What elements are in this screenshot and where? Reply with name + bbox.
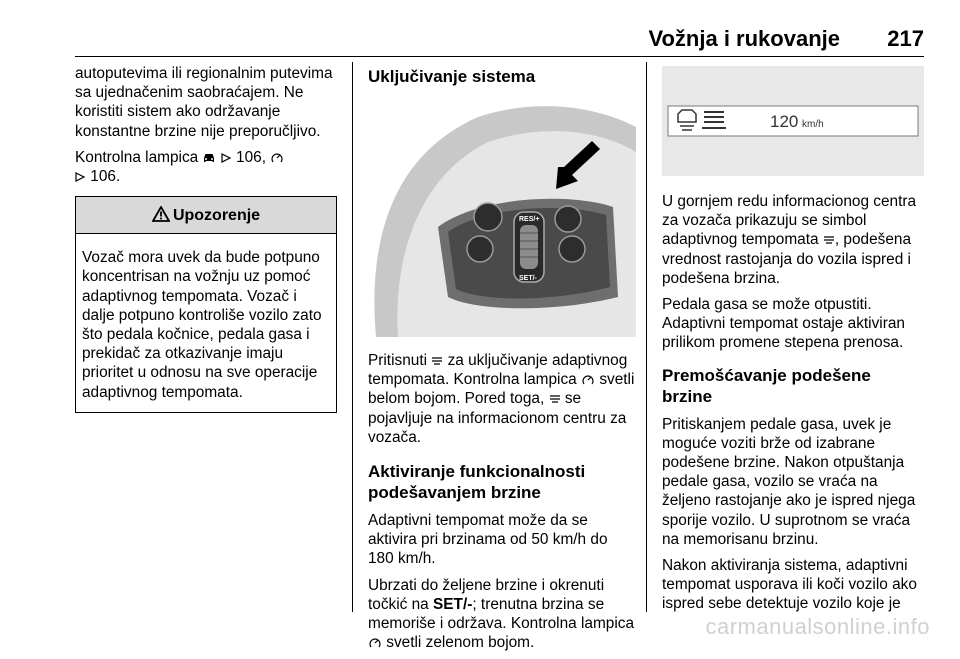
page-ref-1: 106,: [236, 148, 267, 166]
paragraph-set-speed: [368, 576, 636, 653]
adaptive-cruise-icon: [823, 234, 835, 246]
text-info-center: U gornjem redu informacionog centra za vozača prikazuju se simbol adaptivnog tempomata: [662, 193, 917, 249]
text-set-button: SET/-: [433, 595, 473, 613]
page-reference-icon: [221, 152, 232, 164]
res-label: RES/+: [519, 216, 540, 223]
heading-speed-activation: Aktiviranje funkcionalnosti podešavanjem brzine: [368, 462, 586, 503]
warning-header: [76, 197, 336, 234]
display-unit: km/h: [802, 119, 824, 130]
page-reference-icon: [75, 171, 86, 183]
adaptive-cruise-icon: [431, 355, 443, 367]
paragraph-info-center: [662, 192, 924, 288]
car-icon: [202, 152, 216, 164]
set-label: SET/-: [519, 275, 537, 282]
paragraph-pedal-release: Pedala gasa se može otpustiti. Adaptivni tempomat ostaje aktiviran prilikom promene stepena prenosa.: [662, 296, 905, 352]
text-memorized: ; trenutna brzina se memoriše i održava. Kontrolna lampica: [368, 595, 635, 633]
paragraph-indicator-reference: [75, 148, 337, 186]
column-2: [368, 66, 636, 659]
text-accelerate: Ubrzati do željene brzine i okrenuti točkić na: [368, 576, 605, 613]
text-press: Pritisnuti: [368, 352, 428, 369]
cruise-control-icon: [270, 152, 284, 164]
cruise-control-icon: [368, 637, 382, 649]
text-activation: za uključivanje adaptivnog tempomata. Kontrolna lampica: [368, 352, 628, 389]
display-speed: 120: [770, 112, 799, 131]
column-divider-right: [646, 62, 647, 612]
warning-text: Vozač mora uvek da bude potpuno koncentrisan na vožnju uz pomoć adaptivnog tempomata. Vozač i dalje potpuno kontroliše vozilo zato što pedala kočnice, pedala gasa i prekidač za otkazivanje imaju prioritet u odnosu na sve operacije adaptivnog tempomata.: [82, 249, 322, 401]
heading-override-speed: Premošćavanje podešene brzine: [662, 365, 871, 406]
page-header-title: Vožnja i rukovanje: [648, 26, 840, 51]
steering-wheel-illustration: [368, 97, 636, 337]
text-white-light: svetli belom bojom. Pored toga,: [368, 371, 635, 408]
column-3: [662, 64, 924, 621]
column-1: [75, 64, 337, 413]
text-distance-speed: , podešena vrednost rastojanja do vozila ispred i podešena brzina.: [662, 231, 912, 287]
paragraph-braking: Nakon aktiviranja sistema, adaptivni tempomat usporava ili koči vozilo ako ispred sebe detektuje vozilo koje je: [662, 557, 917, 613]
watermark: carmanualsonline.info: [705, 614, 930, 639]
heading-system-activation: Uključivanje sistema: [368, 67, 536, 86]
warning-title: Upozorenje: [172, 207, 261, 225]
paragraph-activation: [368, 351, 636, 447]
text-green-light: svetli zelenom bojom.: [386, 634, 535, 652]
column-divider-left: [352, 62, 353, 612]
indicator-text: Kontrolna lampica: [75, 148, 199, 166]
cruise-control-icon: [581, 374, 595, 386]
paragraph-speed-range: Adaptivni tempomat može da se aktivira pri brzinama od 50 km/h do 180 km/h.: [368, 512, 608, 568]
header-rule: [75, 56, 924, 57]
page-ref-2: 106.: [90, 168, 121, 186]
warning-box: [75, 196, 337, 413]
adaptive-cruise-icon: [549, 393, 561, 405]
text-appears: se pojavljuje na informacionom centru za vozača.: [368, 390, 627, 446]
page-number: 217: [887, 26, 924, 51]
paragraph-intro: autoputevima ili regionalnim putevima sa ujednačenim saobraćajem. Ne koristiti sistem ako održavanje konstantne brzine nije preporučljivo.: [75, 65, 333, 140]
warning-triangle-icon: [152, 206, 170, 222]
paragraph-override: Pritiskanjem pedale gasa, uvek je moguće voziti brže od izabrane podešene brzine. Nakon otpuštanja pedale gasa, vozilo se vraća na željeno rastojanje ako je ispred njega sporije vozilo. U suprotnom se vraća na memorisanu brzinu.: [662, 415, 916, 548]
driver-info-display-illustration: [662, 66, 924, 176]
